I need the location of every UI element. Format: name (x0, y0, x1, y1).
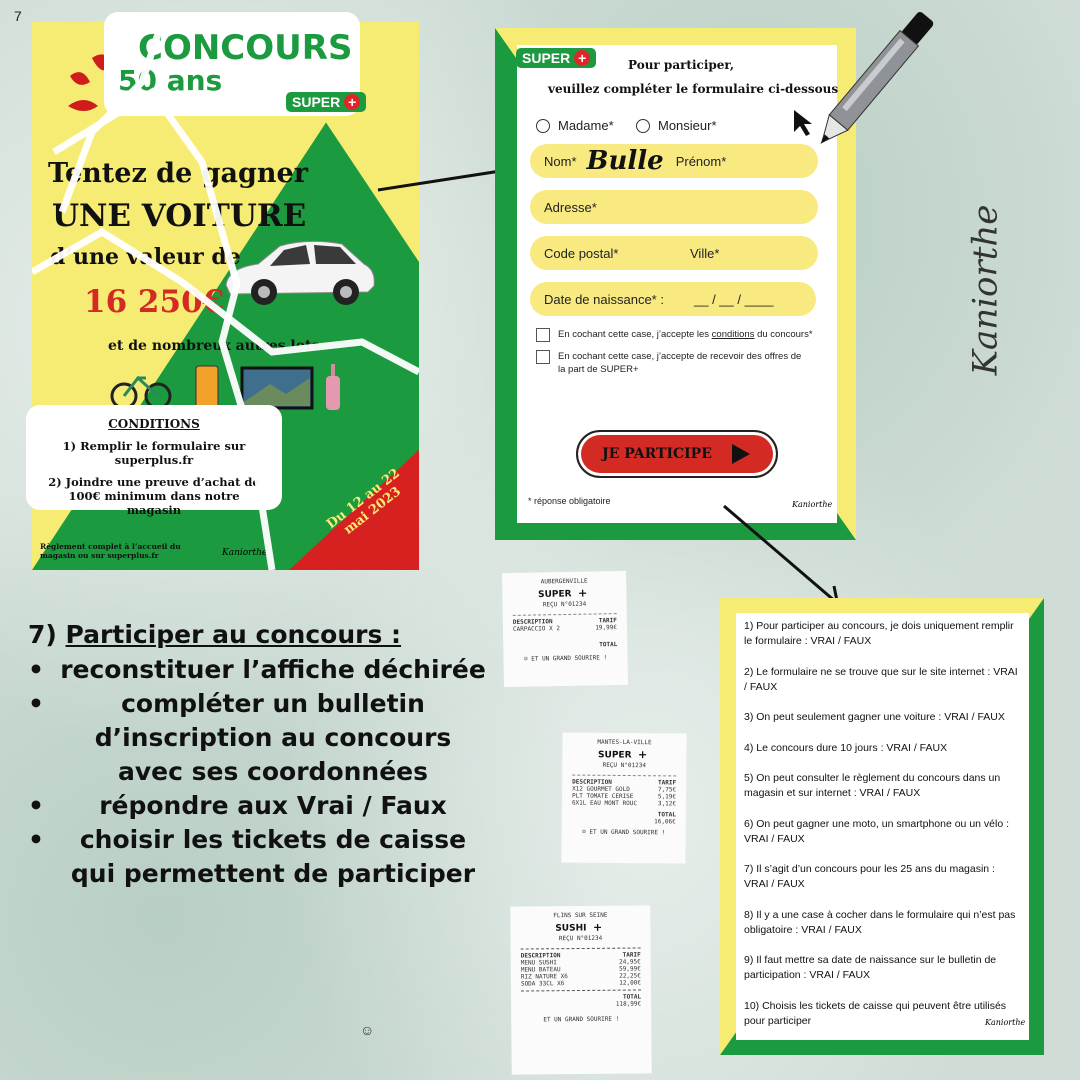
receipt-header: DESCRIPTION TARIF (520, 951, 641, 960)
form-super-logo (516, 48, 596, 68)
receipt-city: FLINS SUR SEINE (553, 911, 608, 920)
plus-icon: + (592, 920, 603, 934)
poster-title: CONCOURS (138, 28, 353, 68)
check1-text-end: du concours* (754, 329, 813, 340)
brand-name: SUPER (292, 94, 341, 110)
receipt-total: 118,99€ (615, 1000, 642, 1008)
receipt-total-label: TOTAL (657, 811, 676, 819)
questions-list (736, 613, 1029, 1040)
play-icon (730, 442, 752, 466)
receipt-total: 16,06€ (654, 818, 676, 826)
receipt-line: PLT TOMATE CERISE 5,19€ (571, 792, 677, 801)
check1-text: En cochant cette case, j’accepte les (558, 329, 712, 340)
radio-madame[interactable] (536, 118, 614, 133)
dob-placeholder: __ / __ / ____ (694, 291, 774, 307)
smiley-icon: ☺ (360, 1022, 375, 1038)
receipt-store: SUSHI + (520, 918, 640, 935)
participate-label: JE PARTICIPE (602, 446, 712, 462)
conditions-title: CONDITIONS (108, 417, 200, 431)
receipt-city: AUBERGENVILLE (540, 577, 588, 586)
cursor-icon (790, 106, 820, 140)
ville-label: Ville* (690, 245, 720, 261)
plus-icon: + (344, 94, 360, 110)
form-signature: Kaniorthe (792, 500, 833, 509)
question-3: 3) On peut seulement gagner une voiture : VRAI / FAUX (744, 711, 1005, 723)
receipt-line: 6X1L EAU MONT ROUC 3,12€ (571, 799, 676, 808)
receipt-total: TOTAL (599, 641, 618, 649)
instruction-item: • choisir les tickets de caisse qui permettent de participer (28, 823, 488, 891)
receipt-line: X12 GOURMET GOLD 7,75€ (572, 785, 677, 794)
instruction-item: • compléter un bulletin d’inscription au concours avec ses coordonnées (28, 687, 488, 789)
instructions-title: 7) Participer au concours : (28, 620, 402, 649)
form-footnote: * réponse obligatoire (528, 496, 611, 506)
conditions-link[interactable]: conditions (711, 329, 755, 340)
poster-dates: Du 12 au 22 mai 2023 (323, 465, 404, 538)
smiley-icon: ☺ (523, 655, 528, 663)
cp-label: Code postal* (544, 245, 619, 261)
participate-button[interactable] (576, 430, 778, 478)
receipt-line: MENU SUSHI 24,95€ (520, 958, 641, 967)
postcode-city-field[interactable] (530, 236, 818, 270)
receipt-2[interactable] (561, 732, 686, 863)
question-4: 4) Le concours dure 10 jours : VRAI / FAUX (744, 741, 948, 754)
form-header-line1: Pour participer, (628, 58, 735, 72)
plus-icon: + (638, 747, 648, 761)
form-header-line2: veuillez compléter le formulaire ci-dessous (548, 82, 839, 96)
instructions-list (28, 653, 488, 891)
instruction-item: • reconstituer l’affiche déchirée (28, 653, 488, 687)
offers-checkbox[interactable] (536, 350, 550, 364)
receipt-city: MANTES-LA-VILLE (597, 738, 652, 747)
receipt-line: SODA 33CL X6 12,00€ (520, 979, 641, 988)
receipt-footer: ☺ ET UN GRAND SOURIRE ! (582, 828, 666, 837)
instruction-item: • répondre aux Vrai / Faux (28, 789, 488, 823)
question-6: 6) On peut gagner une moto, un smartphone ou un vélo : VRAI / FAUX (744, 817, 1010, 845)
question-1: 1) Pour participer au concours, je dois uniquement remplir le formulaire : VRAI / FAUX (744, 620, 1014, 647)
receipt-number: REÇU N°01234 (558, 934, 603, 943)
questions-signature: Kaniorthe (985, 1018, 1026, 1027)
poster-tear-lines (32, 22, 419, 570)
receipt-line: MENU BATEAU 59,99€ (520, 965, 641, 974)
nom-value: Bulle (586, 146, 664, 176)
prenom-label: Prénom* (675, 153, 727, 169)
question-9: 9) Il faut mettre sa date de naissance sur le bulletin de participation : VRAI / FAUX (744, 954, 997, 981)
side-signature: Kaniorthe (965, 204, 1006, 376)
receipt-line: CARPACCIO X 2 19,99€ (512, 624, 618, 633)
poster-other-prizes: et de nombreux autres lots (108, 338, 320, 354)
receipt-line: RIZ NATURE X6 22,25€ (520, 972, 641, 981)
plus-icon: + (574, 50, 590, 66)
conditions-checkbox-row (536, 328, 821, 342)
page-number: 7 (14, 8, 22, 24)
receipt-total-label: TOTAL (622, 993, 642, 1001)
poster-price: 16 250€ (84, 284, 225, 320)
dob-field[interactable] (530, 282, 816, 316)
name-field[interactable] (530, 144, 818, 178)
question-8: 8) Il y a une case à cocher dans le formulaire qui n’est pas obligatoire : VRAI / FAUX (744, 908, 1016, 936)
radio-monsieur[interactable] (636, 118, 717, 133)
receipt-3[interactable] (510, 905, 651, 1074)
question-10: 10) Choisis les tickets de caisse qui peuvent être utilisés pour participer (744, 999, 1007, 1027)
receipt-1[interactable] (502, 571, 628, 687)
radio-madame-circle[interactable] (536, 119, 550, 133)
poster-line3: d’une valeur de (50, 244, 241, 270)
poster-signature: Kaniorthe (222, 548, 268, 558)
radio-monsieur-circle[interactable] (636, 119, 650, 133)
conditions-checkbox[interactable] (536, 328, 550, 342)
arrow-to-questions (718, 500, 848, 612)
adresse-label: Adresse* (544, 199, 597, 215)
question-5: 5) On peut consulter le règlement du concours dans un magasin et sur internet : VRAI / FAUX (744, 772, 1001, 799)
question-2: 2) Le formulaire ne se trouve que sur le site internet : VRAI / FAUX (744, 665, 1018, 693)
poster-line2: UNE VOITURE (52, 198, 307, 234)
form-brand-name: SUPER (522, 50, 571, 66)
radio-madame-label: Madame* (558, 118, 614, 133)
offers-checkbox-row (536, 350, 811, 376)
address-field[interactable] (530, 190, 818, 224)
receipt-number: REÇU N°01234 (542, 600, 587, 609)
poster-subtitle: 50 ans (118, 64, 223, 97)
poster-line1: Tentez de gagner (48, 158, 308, 189)
dob-label: Date de naissance* : (544, 291, 664, 307)
condition-2: 2) Joindre une preuve d’achat de 100€ minimum dans notre magasin (48, 475, 260, 517)
nom-label: Nom* (544, 153, 577, 169)
receipt-store: SUPER + (512, 584, 616, 602)
receipt-header: DESCRIPTION TARIF (572, 778, 677, 787)
condition-1: 1) Remplir le formulaire sur superplus.fr (62, 439, 246, 467)
instructions (28, 620, 488, 891)
receipt-number: REÇU N°01234 (602, 761, 646, 770)
receipt-footer: ☺ ET UN GRAND SOURIRE ! (523, 654, 608, 663)
receipt-header: DESCRIPTION TARIF (512, 617, 617, 626)
smiley-icon: ☺ (582, 828, 586, 836)
radio-monsieur-label: Monsieur* (658, 118, 717, 133)
poster-rules: Règlement complet à l’accueil du magasin ou sur superplus.fr (40, 542, 181, 560)
receipt-footer: ET UN GRAND SOURIRE ! (543, 1015, 620, 1024)
check2-text: En cochant cette case, j’accepte de recevoir des offres de la part de SUPER+ (558, 351, 802, 375)
plus-icon: + (577, 586, 588, 600)
question-7: 7) Il s’agit d’un concours pour les 25 ans du magasin : VRAI / FAUX (744, 863, 995, 890)
receipt-store: SUPER + (572, 746, 676, 763)
pen-icon (790, 0, 950, 170)
